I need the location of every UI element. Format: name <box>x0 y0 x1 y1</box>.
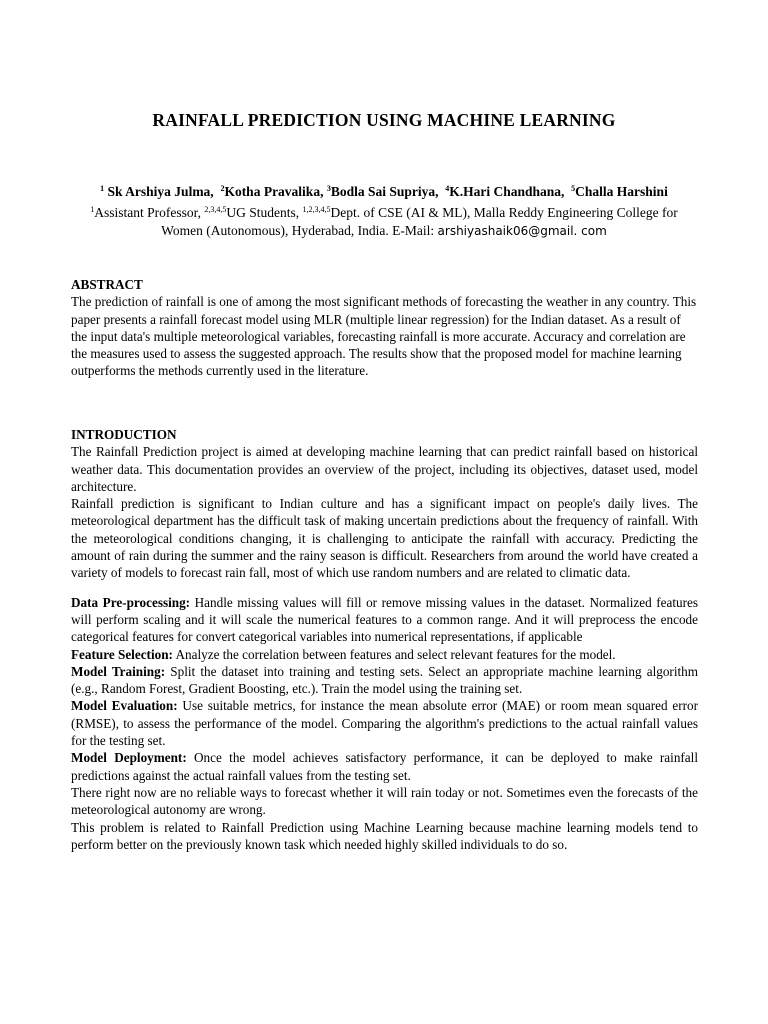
introduction-paragraph-4: This problem is related to Rainfall Prediction using Machine Learning because machine learning models tend to perform better on the previously known task which needed highly skilled individuals to do so. <box>71 819 698 852</box>
author-4-index: 4 <box>445 184 450 193</box>
step-text: Once the model achieves satisfactory performance, it can be deployed to make rainfall predictions against the actual rainfall values from the testing set. <box>71 750 698 783</box>
author-3-name: Bodla Sai Supriya, <box>330 184 439 199</box>
paper-title: RAINFALL PREDICTION USING MACHINE LEARNING <box>152 110 616 130</box>
step-model-training <box>71 663 698 698</box>
affiliation-sup-2: 2,3,4,5 <box>204 205 227 214</box>
affiliation-text-2: UG Students, <box>226 205 303 220</box>
author-2-name: Kotha Pravalika, <box>224 184 324 199</box>
step-feature-selection <box>71 646 698 663</box>
introduction-section <box>71 426 698 853</box>
affiliation-line-1 <box>0 204 768 222</box>
abstract-heading: ABSTRACT <box>71 277 143 292</box>
step-model-evaluation <box>71 697 698 749</box>
introduction-paragraph-3: There right now are no reliable ways to forecast whether it will rain today or not. Sometimes even the forecasts of the meteorological autonomy are wrong. <box>71 784 698 818</box>
step-label: Model Evaluation: <box>71 698 178 714</box>
author-4-name: K.Hari Chandhana, <box>449 184 565 199</box>
step-text: Analyze the correlation between features and select relevant features for the model. <box>172 646 616 662</box>
step-label: Data Pre-processing: <box>71 594 191 610</box>
author-5-name: Challa Harshini <box>575 184 668 199</box>
author-1-index: 1 <box>100 184 105 193</box>
affiliation-line-2 <box>0 222 768 240</box>
step-model-deployment <box>71 749 698 784</box>
step-data-preprocessing <box>71 594 698 646</box>
author-5-index: 5 <box>571 184 576 193</box>
author-email: arshiyashaik06@gmail. com <box>437 224 607 238</box>
step-label: Feature Selection: <box>71 646 173 662</box>
abstract-section <box>71 276 698 380</box>
affiliation-text-1: Assistant Professor, <box>94 205 205 220</box>
affiliation-institution: Women (Autonomous), Hyderabad, India. E-Mail: <box>161 223 438 238</box>
author-2-index: 2 <box>220 184 225 193</box>
step-label: Model Training: <box>71 663 166 679</box>
author-list <box>0 184 768 200</box>
abstract-text: The prediction of rainfall is one of among the most significant methods of forecasting the weather in any country. This paper presents a rainfall forecast model using MLR (multiple linear regression) for the Indian dataset. As a result of the input data's multiple meteorological variables, forecasting rainfall is more accurate. Accuracy and correlation are the measures used to assess the suggested approach. The results show that the proposed model for machine learning outperforms the methods currently used in the literature. <box>71 294 697 379</box>
affiliation <box>0 204 768 240</box>
step-text: Split the dataset into training and testing sets. Select an appropriate machine learning algorithm (e.g., Random Forest, Gradient Boosting, etc.). Train the model using the training set. <box>71 663 699 697</box>
paragraph-spacer <box>71 582 698 594</box>
introduction-paragraph-2: Rainfall prediction is significant to Indian culture and has a significant impact on people's daily lives. The meteorological department has the difficult task of making uncertain predictions about the frequency of rainfall. With the meteorological conditions changing, it is challenging to anticipate the rainfall with accuracy. Predicting the amount of rain during the summer and the rainy season is difficult. Researchers from around the world have created a variety of models to forecast rain fall, most of which use random numbers and are related to climatic data. <box>71 496 698 581</box>
affiliation-sup-3: 1,2,3,4,5 <box>302 205 331 214</box>
introduction-heading: INTRODUCTION <box>71 427 177 442</box>
step-text: Handle missing values will fill or remove missing values in the dataset. Normalized features will perform scaling and it will scale the numerical features to a common range. And it will preprocess the encode categorical features for convert categorical variables into numerical representations, if applicable <box>71 594 698 645</box>
author-1-name: Sk Arshiya Julma, <box>107 184 214 199</box>
author-3-index: 3 <box>326 184 331 193</box>
step-text: Use suitable metrics, for instance the mean absolute error (MAE) or room mean squared error (RMSE), to assess the performance of the model. Comparing the algorithm's predictions to the actual rainfall values for the testing set. <box>71 698 699 749</box>
affiliation-sup-1: 1 <box>90 205 95 214</box>
affiliation-text-3: Dept. of CSE (AI & ML), Malla Reddy Engineering College for <box>330 205 678 220</box>
introduction-paragraph-1: The Rainfall Prediction project is aimed at developing machine learning that can predict rainfall based on historical weather data. This documentation provides an overview of the project, including its objectives, dataset used, model architecture. <box>71 444 698 494</box>
step-label: Model Deployment: <box>71 750 187 766</box>
